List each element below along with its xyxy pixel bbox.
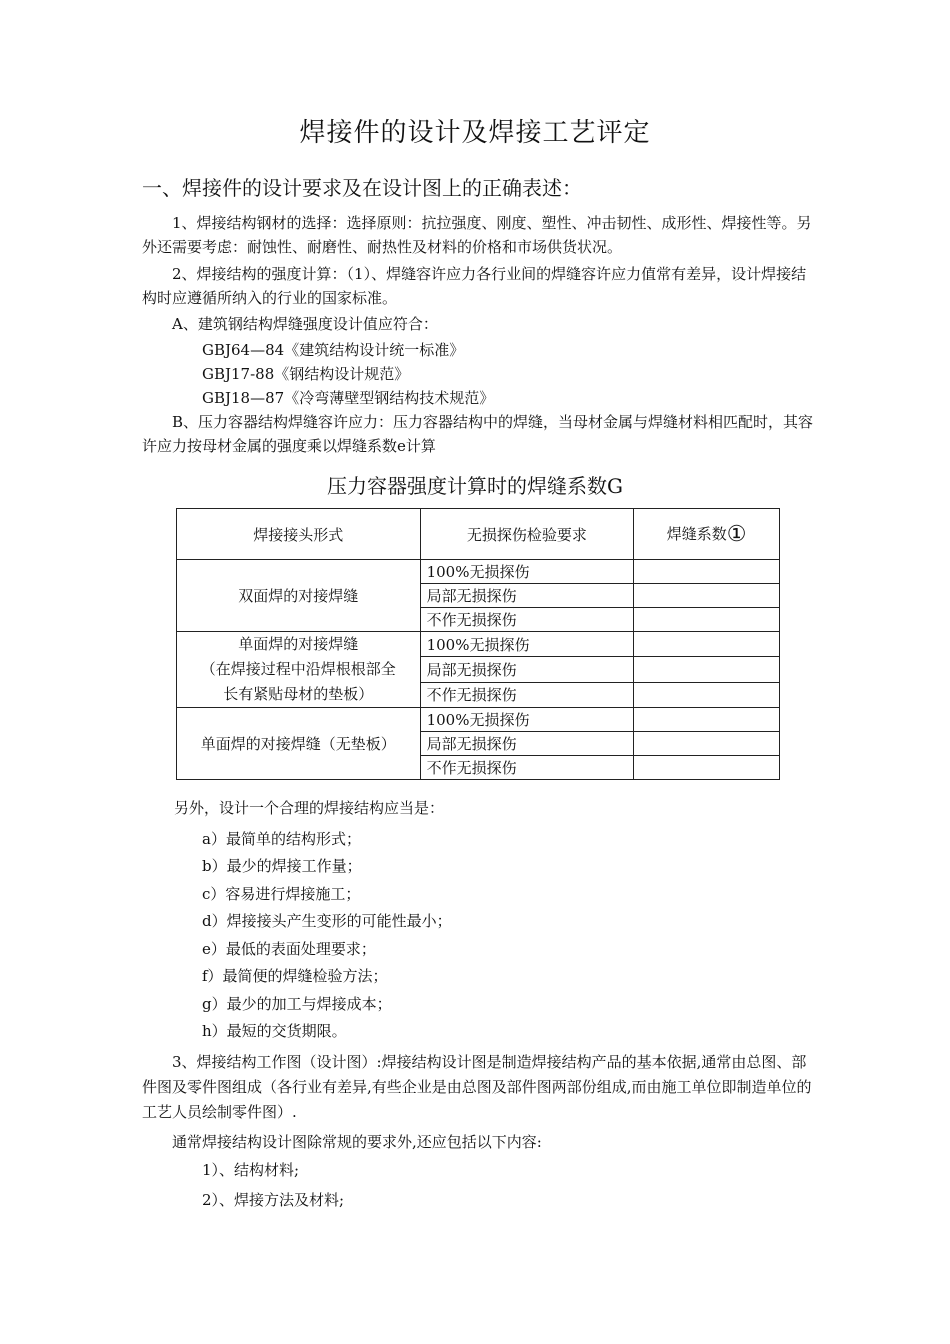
list-item: c）容易进行焊接施工；: [202, 885, 361, 903]
ndt-cell: 不作无损探伤: [420, 756, 634, 780]
header-coef: [634, 509, 780, 560]
coef-cell: [634, 632, 780, 657]
paragraph-steel-selection: 1、焊接结构钢材的选择：选择原则：抗拉强度、刚度、塑性、冲击韧性、成形性、焊接性等。另外还需要考虑：耐蚀性、耐磨性、耐热性及材料的价格和市场供货状况。: [142, 214, 812, 256]
ndt-cell: 局部无损探伤: [420, 657, 634, 682]
list-item: d）焊接接头产生变形的可能性最小；: [202, 912, 452, 930]
coef-cell: [634, 756, 780, 780]
header-coef-label: 焊缝系数: [666, 524, 727, 543]
ndt-cell: 不作无损探伤: [420, 682, 634, 707]
header-ndt: 无损探伤检验要求: [420, 509, 634, 560]
coef-cell: [634, 608, 780, 632]
footnote-mark: ①: [726, 521, 747, 547]
list-item: f）最简便的焊缝检验方法；: [202, 967, 388, 985]
ndt-cell: 100%无损探伤: [420, 708, 634, 732]
coef-cell: [634, 682, 780, 707]
list-item: e）最低的表面处理要求；: [202, 940, 376, 958]
standard-1: GBJ64—84《建筑结构设计统一标准》: [202, 341, 465, 359]
section-heading: 一、焊接件的设计要求及在设计图上的正确表述：: [142, 176, 582, 200]
paragraph-strength-calc: 2、焊接结构的强度计算：（1）、焊缝容许应力各行业间的焊缝容许应力值常有差异，设计焊接结构时应遵循所纳入的行业的国家标准。: [142, 265, 807, 307]
joint-cell: 双面焊的对接焊缝: [177, 560, 421, 632]
paragraph-b: B、压力容器结构焊缝容许应力：压力容器结构中的焊缝，当母材金属与焊缝材料相匹配时，其容许应力按母材金属的强度乘以焊缝系数e计算: [142, 413, 814, 455]
coef-cell: [634, 584, 780, 608]
table-caption: 压力容器强度计算时的焊缝系数G: [327, 474, 623, 498]
ndt-cell: 不作无损探伤: [420, 608, 634, 632]
paragraph-drawing-content: 通常焊接结构设计图除常规的要求外,还应包括以下内容:: [172, 1133, 542, 1151]
coef-cell: [634, 732, 780, 756]
joint-line: 长有紧贴母材的垫板）: [223, 685, 374, 703]
list-item: b）最少的焊接工作量；: [202, 857, 362, 875]
joint-line: （在焊接过程中沿焊根根部全: [200, 660, 396, 678]
table-row: [177, 632, 780, 657]
list-item: h）最短的交货期限。: [202, 1022, 347, 1040]
ndt-cell: 局部无损探伤: [420, 732, 634, 756]
ndt-cell: 局部无损探伤: [420, 584, 634, 608]
coef-cell: [634, 657, 780, 682]
document-title: 焊接件的设计及焊接工艺评定: [299, 118, 651, 148]
content-item: 2）、焊接方法及材料;: [202, 1191, 345, 1209]
weld-coefficient-table: [176, 508, 780, 780]
list-item: g）最少的加工与焊接成本；: [202, 995, 392, 1013]
joint-line: 单面焊的对接焊缝: [238, 635, 359, 653]
joint-cell: 单面焊的对接焊缝（无垫板）: [177, 708, 421, 780]
coef-cell: [634, 708, 780, 732]
list-item: a）最简单的结构形式；: [202, 830, 361, 848]
joint-cell: [177, 632, 421, 708]
after-table-text: 另外，设计一个合理的焊接结构应当是：: [174, 799, 445, 817]
header-joint: 焊接接头形式: [177, 509, 421, 560]
content-item: 1）、结构材料;: [202, 1161, 300, 1179]
table-row: [177, 708, 780, 732]
coef-cell: [634, 560, 780, 584]
standard-2: GBJ17-88《钢结构设计规范》: [202, 365, 410, 383]
ndt-cell: 100%无损探伤: [420, 560, 634, 584]
paragraph-working-drawing: 3、焊接结构工作图（设计图）:焊接结构设计图是制造焊接结构产品的基本依据,通常由总图、部件图及零件图组成（各行业有差异,有些企业是由总图及部件图两部份组成,而由施工单位即制造单位的工艺人员绘制零件图）.: [142, 1053, 812, 1121]
ndt-cell: 100%无损探伤: [420, 632, 634, 657]
table-header-row: [177, 509, 780, 560]
standard-3: GBJ18—87《冷弯薄壁型钢结构技术规范》: [202, 389, 495, 407]
table-row: [177, 560, 780, 584]
paragraph-a: A、建筑钢结构焊缝强度设计值应符合：: [172, 315, 438, 333]
